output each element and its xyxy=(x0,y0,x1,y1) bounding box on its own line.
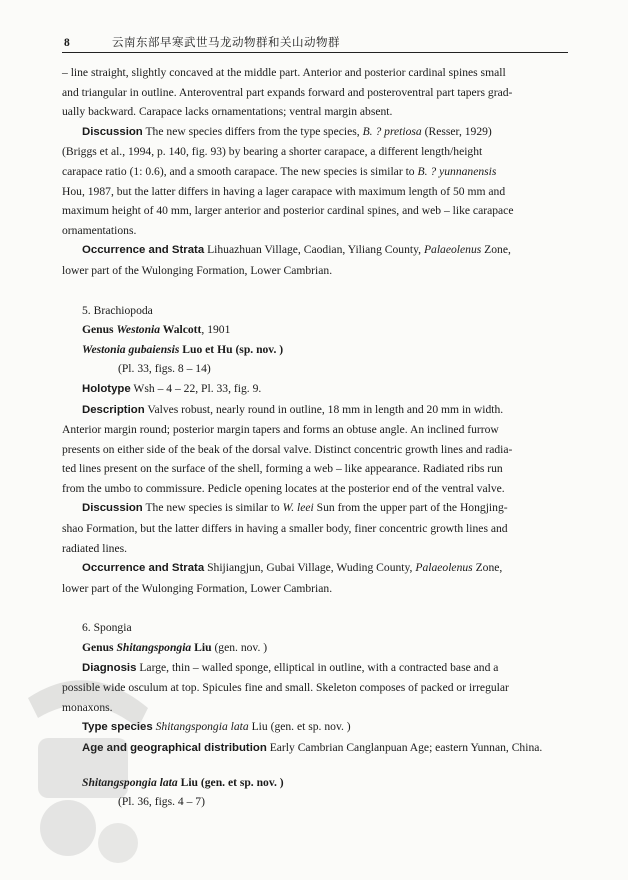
text-run: Zone, xyxy=(472,561,503,575)
occurrence-label: Occurrence and Strata xyxy=(82,244,205,257)
page-number: 8 xyxy=(64,37,70,49)
text-line: shao Formation, but the latter differs in having a smaller body, finer concentric growth lines and xyxy=(62,522,508,536)
text-line: presents on either side of the beak of the dorsal valve. Distinct concentric growth lines and radia- xyxy=(62,442,513,456)
text-run: (Pl. 33, figs. 8 – 14) xyxy=(118,362,211,376)
text-line: possible wide osculum at top. Spicules fine and small. Skeleton composes of packed or irregular xyxy=(62,681,509,695)
age-distribution-label: Age and geographical distribution xyxy=(82,742,267,754)
genus-heading xyxy=(62,638,568,658)
paragraph-age-distribution xyxy=(62,738,568,759)
paragraph-diagnosis xyxy=(62,658,568,718)
text-line: lower part of the Wulonging Formation, Lower Cambrian. xyxy=(62,263,333,277)
section-number-title: 6. Spongia xyxy=(82,621,132,635)
text-run: Genus xyxy=(82,323,117,337)
diagnosis-label: Diagnosis xyxy=(82,661,137,674)
text-line: from the umbo to commissure. Pedicle opening locates at the posterior end of the ventral valve. xyxy=(62,481,505,495)
text-run: Valves robust, nearly round in outline, 18 mm in length and 20 mm in width. xyxy=(144,402,504,416)
paragraph-occurrence xyxy=(62,240,568,280)
discussion-label: Discussion xyxy=(82,502,143,515)
text-run: Walcott xyxy=(160,323,202,337)
text-line: (Briggs et al., 1994, p. 140, fig. 93) by bearing a shorter carapace, a different length/height xyxy=(62,145,483,159)
paragraph-discussion xyxy=(62,498,568,558)
text-run: The new species differs from the type species, xyxy=(142,124,363,138)
plate-reference xyxy=(62,359,568,379)
section-number-title: 5. Brachiopoda xyxy=(82,303,153,317)
species-name: Shitangspongia lata xyxy=(152,720,249,734)
species-name: Shitangspongia lata xyxy=(82,775,178,789)
text-run: Luo et Hu xyxy=(179,342,233,356)
text-line: ornamentations. xyxy=(62,223,137,237)
species-heading xyxy=(62,773,568,793)
paragraph-description xyxy=(62,400,568,499)
text-line: ually backward. Carapace lacks ornamentations; ventral margin absent. xyxy=(62,105,393,119)
text-run: Early Cambrian Canglanpuan Age; eastern Yunnan, China. xyxy=(266,741,543,754)
text-run: Wsh – 4 – 22, Pl. 33, fig. 9. xyxy=(130,381,262,395)
text-run: (gen. nov. ) xyxy=(211,641,268,655)
text-run: Liu (gen. et sp. nov. ) xyxy=(248,720,351,734)
text-run: Lihuazhuan Village, Caodian, Yiliang County, xyxy=(204,243,424,257)
running-title: 云南东部早寒武世马龙动物群和关山动物群 xyxy=(112,37,340,49)
genus-name: Shitangspongia xyxy=(116,641,192,655)
text-line: ted lines present on the surface of the shell, forming a web – like appearance. Radiated ribs run xyxy=(62,462,503,476)
text-run: , 1901 xyxy=(201,323,231,337)
occurrence-label: Occurrence and Strata xyxy=(82,562,205,575)
text-run: Liu xyxy=(191,641,212,655)
text-line: Hou, 1987, but the latter differs in having a lager carapace with maximum length of 50 mm and xyxy=(62,184,506,198)
running-header xyxy=(62,34,568,53)
paragraph-type-species xyxy=(62,717,568,738)
zone-name: Palaeolenus xyxy=(423,243,482,257)
text-run: (sp. nov. ) xyxy=(232,342,284,356)
text-line: radiated lines. xyxy=(62,541,128,555)
text-run: (Pl. 36, figs. 4 – 7) xyxy=(118,795,205,809)
text-run: Zone, xyxy=(481,243,511,257)
text-line: – line straight, slightly concaved at the middle part. Anterior and posterior cardinal spines small xyxy=(62,66,506,79)
discussion-label: Discussion xyxy=(82,125,143,138)
text-run: Shijiangjun, Gubai Village, Wuding County, xyxy=(204,561,416,575)
species-heading xyxy=(62,340,568,360)
text-run: Sun from the upper part of the Hongjing- xyxy=(313,501,508,515)
text-run: Large, thin – walled sponge, elliptical in outline, with a contracted base and a xyxy=(136,660,499,674)
paragraph-description-end xyxy=(62,63,568,122)
paragraph-occurrence xyxy=(62,558,568,598)
genus-name: Westonia xyxy=(116,323,161,337)
text-line: lower part of the Wulonging Formation, Lower Cambrian. xyxy=(62,581,333,595)
section-heading-brachiopoda xyxy=(62,301,568,321)
genus-heading xyxy=(62,320,568,340)
text-run: carapace ratio (1: 0.6), and a smooth carapace. The new species is similar to xyxy=(62,164,418,178)
paragraph-discussion xyxy=(62,122,568,241)
page-body xyxy=(62,63,568,812)
species-name: B. ? yunnanensis xyxy=(417,164,497,178)
description-label: Description xyxy=(82,403,145,416)
text-run: (gen. et sp. nov. ) xyxy=(198,775,284,789)
text-run: Liu xyxy=(177,775,198,789)
paragraph-holotype xyxy=(62,379,568,400)
species-name: W. leei xyxy=(282,501,314,515)
species-name: Westonia gubaiensis xyxy=(82,342,180,356)
text-run: (Resser, 1929) xyxy=(421,124,492,138)
holotype-label: Holotype xyxy=(82,382,131,395)
section-heading-spongia xyxy=(62,618,568,638)
text-line: maximum height of 40 mm, larger anterior and posterior cardinal spines, and web – like carapace xyxy=(62,204,514,218)
text-line: monaxons. xyxy=(62,700,113,714)
type-species-label: Type species xyxy=(82,721,153,734)
text-line: Anterior margin round; posterior margin tapers and forms an obtuse angle. An inclined furrow xyxy=(62,423,499,437)
text-run: Genus xyxy=(82,641,117,655)
text-line: and triangular in outline. Anteroventral part expands forward and posteroventral part tapers grad- xyxy=(62,85,513,99)
species-name: B. ? pretiosa xyxy=(362,124,422,138)
zone-name: Palaeolenus xyxy=(415,561,473,575)
text-run: The new species is similar to xyxy=(142,501,283,515)
plate-reference xyxy=(62,792,568,812)
